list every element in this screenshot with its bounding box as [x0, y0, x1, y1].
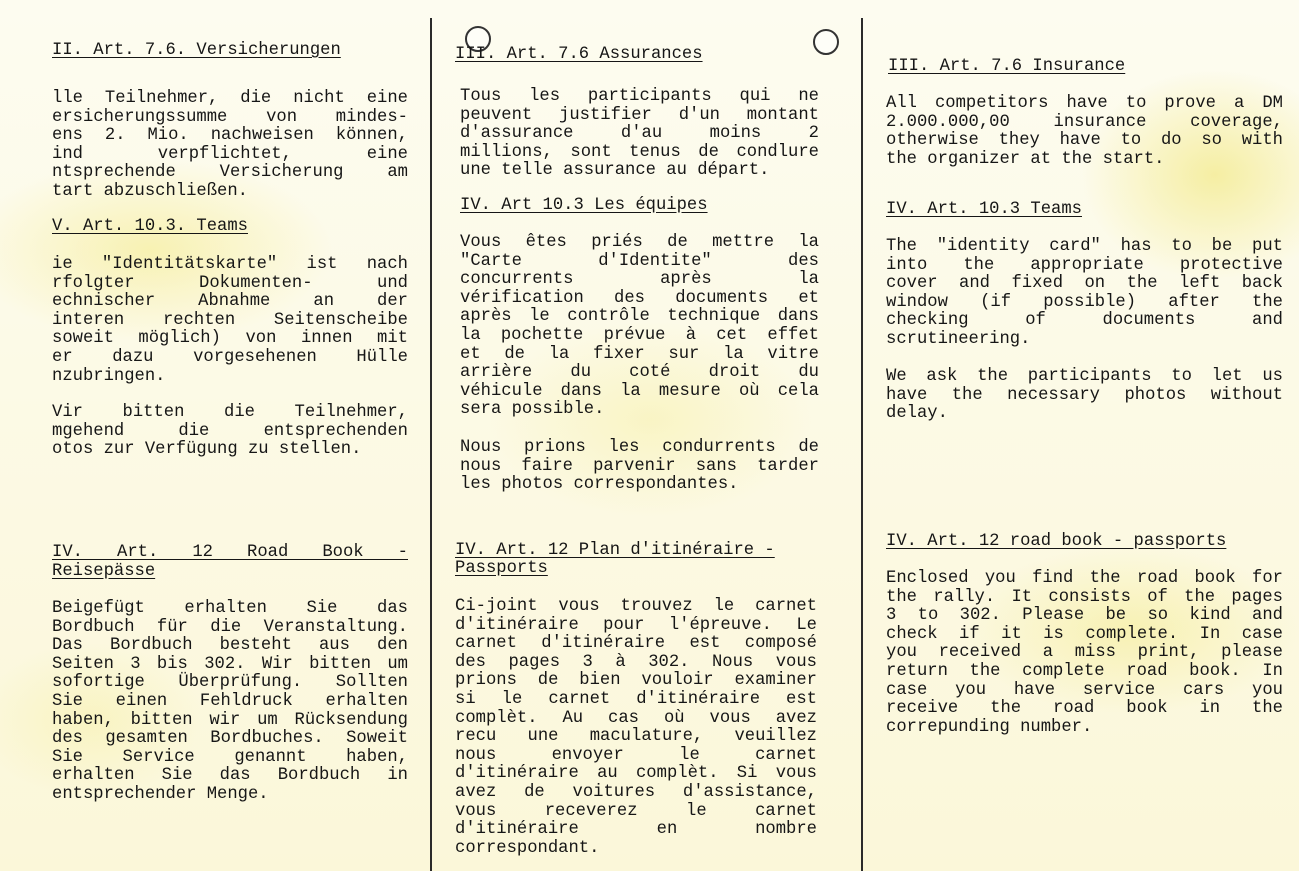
- text-line: arrière du coté droit du: [460, 363, 819, 383]
- text-line: Vous êtes priés de mettre la: [460, 233, 819, 252]
- column-divider-left: [430, 18, 432, 871]
- text-line: Nous prions les condurrents de: [460, 438, 819, 457]
- text-line: d'itinéraire pour l'épreuve. Le: [455, 615, 817, 635]
- heading-plan-itineraire: IV. Art. 12 Plan d'itinéraire -: [455, 541, 775, 560]
- text-line: Ci-joint vous trouvez le carnet: [455, 597, 817, 616]
- text-line: have the necessary photos without: [886, 385, 1283, 405]
- text-line: cover and fixed on the left back: [886, 274, 1283, 294]
- text-line: otos zur Verfügung zu stellen.: [52, 440, 362, 460]
- heading-teams-de: V. Art. 10.3. Teams: [52, 217, 248, 236]
- text-line: peuvent justifier d'un montant: [460, 105, 819, 125]
- text-line: prions de bien vouloir examiner: [455, 671, 817, 691]
- text-line: mgehend die entsprechenden: [52, 421, 408, 441]
- text-line: Das Bordbuch besteht aus den: [52, 636, 408, 656]
- text-line: nous faire parvenir sans tarder: [460, 456, 819, 476]
- text-line: into the appropriate protective: [886, 255, 1283, 275]
- text-line: Vir bitten die Teilnehmer,: [52, 403, 408, 422]
- text-line: Seiten 3 bis 302. Wir bitten um: [52, 654, 408, 674]
- punch-hole-right: [813, 29, 839, 55]
- heading-insurance: III. Art. 7.6 Insurance: [888, 57, 1126, 76]
- text-line: millions, sont tenus de condlure: [460, 142, 819, 162]
- text-line: check if it is complete. In case: [886, 624, 1283, 644]
- heading-teams-en: IV. Art. 10.3 Teams: [886, 200, 1082, 219]
- text-line: complèt. Au cas où vous avez: [455, 708, 817, 728]
- text-line: après le contrôle technique dans: [460, 307, 819, 327]
- text-line: the organizer at the start.: [886, 149, 1165, 169]
- text-line: carnet d'itinéraire est composé: [455, 634, 817, 654]
- text-line: 3 to 302. Please be so kind and: [886, 606, 1283, 626]
- heading-passports-fr: Passports: [455, 559, 548, 578]
- text-line: window (if possible) after the: [886, 292, 1283, 312]
- column-divider-right: [861, 18, 863, 871]
- heading-road-book-en: IV. Art. 12 road book - passports: [886, 532, 1227, 551]
- heading-les-equipes: IV. Art 10.3 Les équipes: [460, 196, 708, 215]
- text-line: We ask the participants to let us: [886, 367, 1283, 386]
- paragraph-photos-en: [886, 368, 1283, 424]
- text-line: et de la fixer sur la vitre: [460, 344, 819, 364]
- paragraph-road-book-en: [886, 570, 1283, 737]
- text-line: The "identity card" has to be put: [886, 237, 1283, 256]
- text-line: Sie einen Fehldruck erhalten: [52, 691, 408, 711]
- text-line: you received a miss print, please: [886, 643, 1283, 663]
- text-line: nous envoyer le carnet: [455, 745, 817, 765]
- text-line: "Carte d'Identite" des: [460, 251, 819, 271]
- text-line: des gesamten Bordbuches. Soweit: [52, 729, 408, 749]
- text-line: echnischer Abnahme an der: [52, 292, 408, 312]
- paragraph-road-book-de: [52, 600, 408, 805]
- text-line: scrutineering.: [886, 329, 1031, 349]
- text-line: correspondant.: [455, 838, 600, 858]
- text-line: otherwise they have to do so with: [886, 131, 1283, 151]
- text-line: sofortige Überprüfung. Sollten: [52, 673, 408, 693]
- text-line: une telle assurance au départ.: [460, 161, 770, 181]
- text-line: les photos correspondantes.: [460, 475, 739, 495]
- text-line: erhalten Sie das Bordbuch in: [52, 766, 408, 786]
- text-line: entsprechender Menge.: [52, 784, 269, 804]
- text-line: si le carnet d'itinéraire est: [455, 689, 817, 709]
- text-line: interen rechten Seitenscheibe: [52, 310, 408, 330]
- text-line: d'itinéraire en nombre: [455, 820, 817, 840]
- paragraph-insurance: [886, 95, 1283, 169]
- text-line: case you have service cars you: [886, 680, 1283, 700]
- text-line: d'itinéraire au complèt. Si vous: [455, 764, 817, 784]
- text-line: the rally. It consists of the pages: [886, 587, 1283, 607]
- text-line: Enclosed you find the road book for: [886, 569, 1283, 588]
- text-line: vérification des documents et: [460, 288, 819, 308]
- text-line: avez de voitures d'assistance,: [455, 782, 817, 802]
- text-line: delay.: [886, 404, 948, 424]
- text-line: er dazu vorgesehenen Hülle: [52, 347, 408, 367]
- text-line: vous receverez le carnet: [455, 801, 817, 821]
- text-line: la pochette prévue à cet effet: [460, 325, 819, 345]
- text-line: correpunding number.: [886, 717, 1093, 737]
- text-line: ens 2. Mio. nachweisen können,: [52, 126, 408, 146]
- text-line: des pages 3 à 302. Nous vous: [455, 652, 817, 672]
- text-line: All competitors have to prove a DM: [886, 94, 1283, 113]
- text-line: Sie Service genannt haben,: [52, 747, 408, 767]
- text-line: Tous les participants qui ne: [460, 87, 819, 106]
- paragraph-versicherungen: [52, 90, 408, 202]
- text-line: lle Teilnehmer, die nicht eine: [52, 89, 408, 108]
- heading-reisepaesse: Reisepässe: [52, 562, 156, 581]
- text-line: ie "Identitätskarte" ist nach: [52, 255, 408, 274]
- text-line: recu une maculature, veuillez: [455, 727, 817, 747]
- paragraph-les-equipes: [460, 234, 819, 420]
- heading-versicherungen: II. Art. 7.6. Versicherungen: [52, 41, 341, 60]
- heading-assurances: III. Art. 7.6 Assurances: [455, 45, 703, 64]
- heading-road-book-de: IV. Art. 12 Road Book -: [52, 543, 408, 562]
- text-line: sera possible.: [460, 400, 605, 420]
- text-line: receive the road book in the: [886, 699, 1283, 719]
- paragraph-photos-fr: [460, 439, 819, 495]
- paragraph-teams-en: [886, 238, 1283, 350]
- text-line: ersicherungssumme von mindes-: [52, 107, 408, 127]
- text-line: haben, bitten wir um Rücksendung: [52, 710, 408, 730]
- paragraph-plan-itineraire: [455, 598, 817, 858]
- text-line: tart abzuschließen.: [52, 181, 248, 201]
- text-line: concurrents après la: [460, 270, 819, 290]
- text-line: Beigefügt erhalten Sie das: [52, 599, 408, 618]
- text-line: d'assurance d'au moins 2: [460, 124, 819, 144]
- text-line: return the complete road book. In: [886, 661, 1283, 681]
- paragraph-teams-de: [52, 256, 408, 386]
- paragraph-photos-de: [52, 404, 408, 460]
- text-line: rfolgter Dokumenten- und: [52, 273, 408, 293]
- text-line: soweit möglich) von innen mit: [52, 329, 408, 349]
- text-line: checking of documents and: [886, 311, 1283, 331]
- paragraph-assurances: [460, 88, 819, 181]
- text-line: nzubringen.: [52, 366, 166, 386]
- text-line: ind verpflichtet, eine: [52, 144, 408, 164]
- text-line: véhicule dans la mesure où cela: [460, 381, 819, 401]
- text-line: ntsprechende Versicherung am: [52, 163, 408, 183]
- text-line: 2.000.000,00 insurance coverage,: [886, 112, 1283, 132]
- text-line: Bordbuch für die Veranstaltung.: [52, 617, 408, 637]
